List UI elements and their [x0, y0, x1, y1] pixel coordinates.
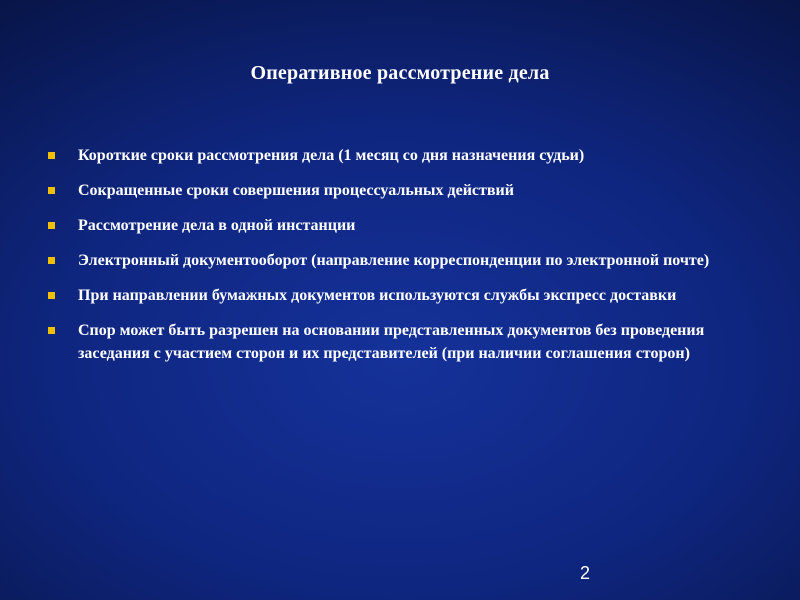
bullet-item [48, 319, 758, 365]
bullet-item [48, 144, 758, 167]
bullet-list [48, 144, 758, 377]
page-number: 2 [579, 563, 590, 583]
square-bullet-icon [48, 257, 55, 264]
square-bullet-icon [48, 222, 55, 229]
bullet-text: Короткие сроки рассмотрения дела (1 месяц со дня назначения судьи) [78, 147, 585, 164]
bullet-text: При направлении бумажных документов используются службы экспресс доставки [78, 287, 677, 304]
bullet-text: Электронный документооборот (направление корреспонденции по электронной почте) [78, 252, 710, 269]
bullet-item [48, 214, 758, 237]
square-bullet-icon [48, 327, 55, 334]
bullet-item [48, 179, 758, 202]
bullet-text: Спор может быть разрешен на основании представленных документов без проведения заседания с участием сторон и их представителей (при наличии соглашения сторон) [78, 322, 705, 362]
slide-title: Оперативное рассмотрение дела [250, 62, 550, 84]
bullet-item [48, 284, 758, 307]
square-bullet-icon [48, 187, 55, 194]
square-bullet-icon [48, 152, 55, 159]
bullet-text: Сокращенные сроки совершения процессуальных действий [78, 182, 514, 199]
bullet-item [48, 249, 758, 272]
square-bullet-icon [48, 292, 55, 299]
bullet-text: Рассмотрение дела в одной инстанции [78, 217, 356, 234]
